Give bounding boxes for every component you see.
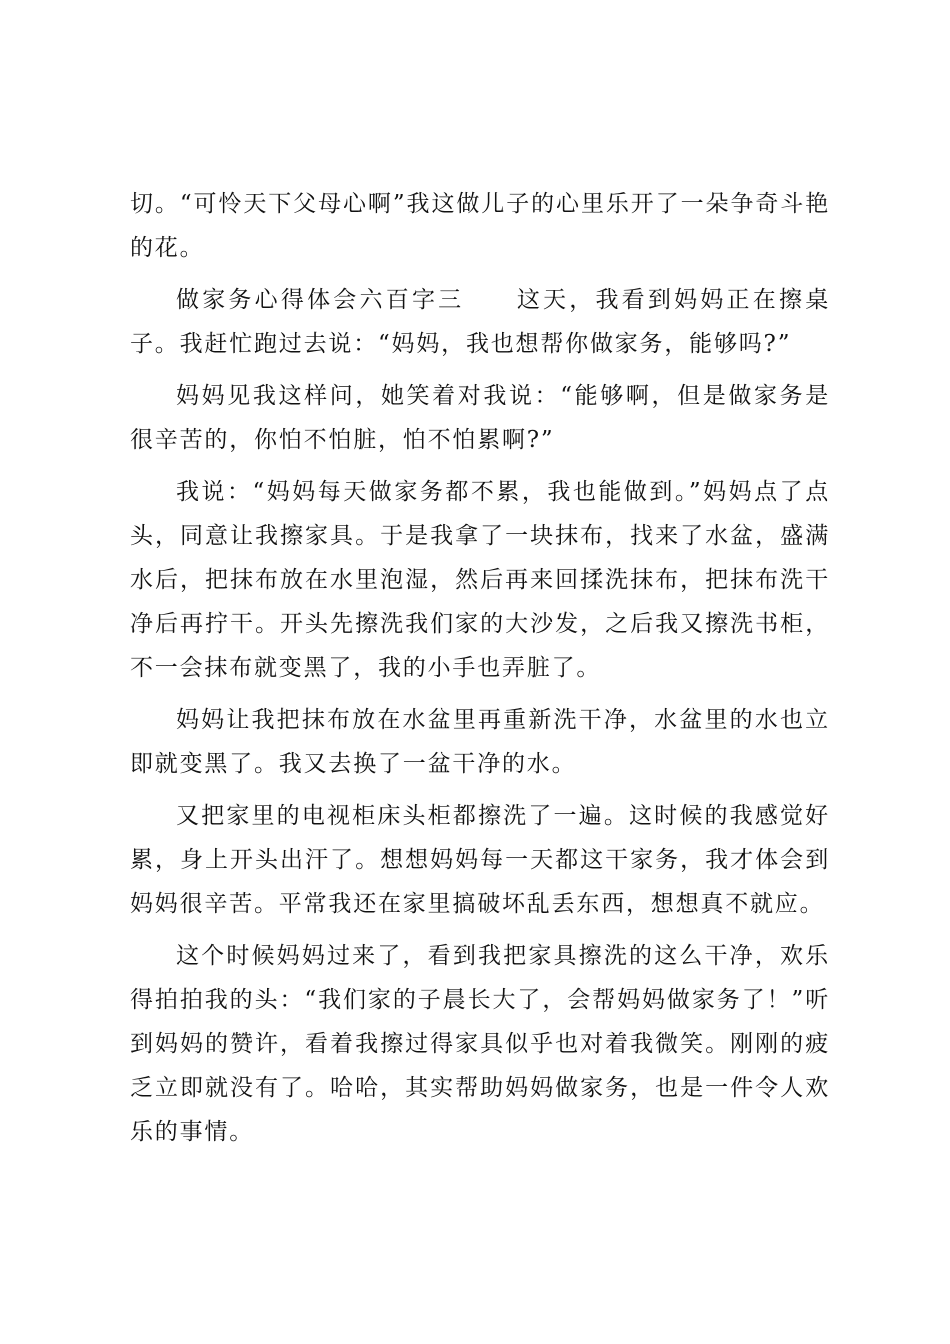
paragraph-continuation: 切。“可怜天下父母心啊”我这做儿子的心里乐开了一朵争奇斗艳的花。 xyxy=(130,191,830,261)
paragraph-title-opening: 做家务心得体会六百字三 这天，我看到妈妈正在擦桌子。我赶忙跑过去说：“妈妈，我也想帮你做家务，能够吗?” xyxy=(130,287,830,357)
paragraph-conclusion: 这个时候妈妈过来了，看到我把家具擦洗的这么干净，欢乐得拍拍我的头：“我们家的子晨长大了，会帮妈妈做家务了！”听到妈妈的赞许，看着我擦过得家具似乎也对着我微笑。刚刚的疲乏立即就没有了。哈哈，其实帮助妈妈做家务，也是一件令人欢乐的事情。 xyxy=(130,943,830,1145)
paragraph-cleaning-furniture: 我说：“妈妈每天做家务都不累，我也能做到。”妈妈点了点头，同意让我擦家具。于是我拿了一块抹布，找来了水盆，盛满水后，把抹布放在水里泡湿，然后再来回揉洗抹布，把抹布洗干净后再拧干。开头先擦洗我们家的大沙发，之后我又擦洗书柜，不一会抹布就变黑了，我的小手也弄脏了。 xyxy=(130,479,830,681)
document-page xyxy=(130,182,830,1162)
paragraph-washing-cloth: 妈妈让我把抹布放在水盆里再重新洗干净，水盆里的水也立即就变黑了。我又去换了一盆干净的水。 xyxy=(130,707,830,777)
paragraph-tired: 又把家里的电视柜床头柜都擦洗了一遍。这时候的我感觉好累，身上开头出汗了。想想妈妈每一天都这干家务，我才体会到妈妈很辛苦。平常我还在家里搞破坏乱丢东西，想想真不就应。 xyxy=(130,803,830,917)
paragraph-mother-reply: 妈妈见我这样问，她笑着对我说：“能够啊，但是做家务是很辛苦的，你怕不怕脏，怕不怕累啊?” xyxy=(130,383,830,453)
